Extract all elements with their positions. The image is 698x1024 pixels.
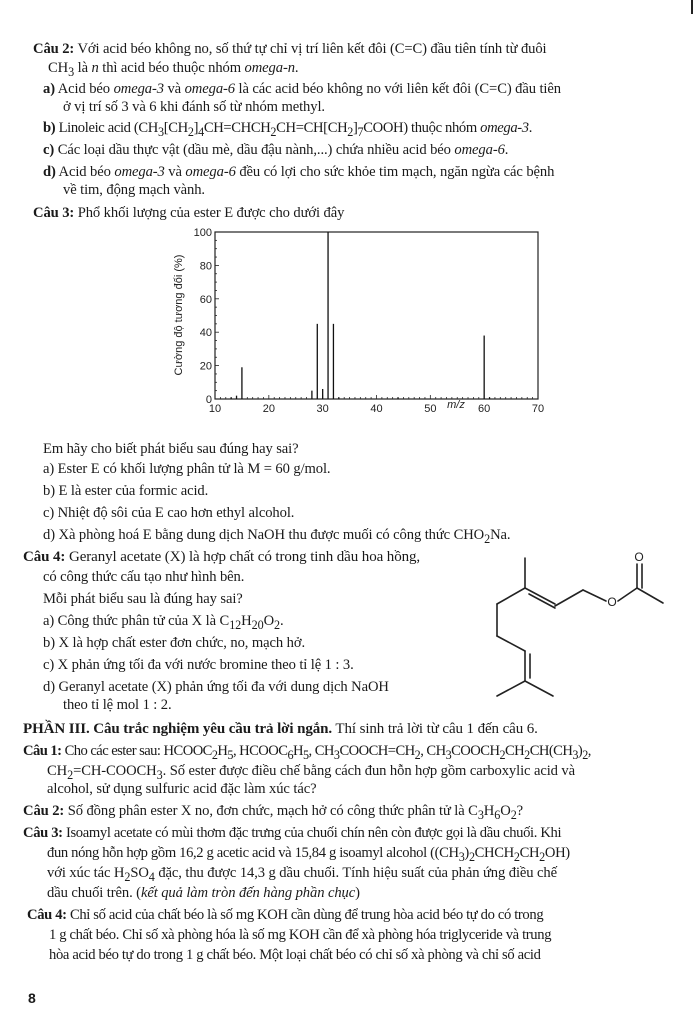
q4-stem-line2: có công thức cấu tạo như hình bên. [43, 569, 245, 585]
x-tick-label: 60 [478, 403, 491, 412]
y-tick-label: 40 [199, 327, 212, 340]
q3-option-c: c) Nhiệt độ sôi của E cao hơn ethyl alcohol. [43, 505, 295, 521]
q4-option-d-cont: theo tỉ lệ mol 1 : 2. [63, 697, 172, 713]
p3q4-line3: hòa acid béo tự do trong 1 g chất béo. Một loại chất béo có chỉ số xà phòng và chỉ số acid [49, 947, 541, 963]
p3q2: Câu 2: Số đồng phân ester X no, đơn chức, mạch hở có công thức phân tử là $C_3H_6O_2$? [23, 803, 524, 822]
q4-option-c: c) X phản ứng tối đa với nước bromine theo tỉ lệ 1 : 3. [43, 657, 354, 673]
y-axis-label: Cường độ tương đối (%) [173, 254, 185, 376]
p3q3-line3: với xúc tác $H_2SO_4$ đặc, thu được 14,3 g dầu chuối. Tính hiệu suất của phản ứng điều chế [47, 865, 557, 884]
q4-option-d: d) Geranyl acetate (X) phản ứng tối đa với dung dịch NaOH [43, 679, 389, 695]
x-tick-label: 50 [424, 403, 437, 412]
ester-oxygen-label: O [607, 595, 617, 609]
page-number: 8 [28, 990, 36, 1006]
y-tick-label: 0 [205, 394, 212, 406]
geranyl-acetate-structure [485, 548, 675, 698]
q4-prompt: Mỗi phát biểu sau là đúng hay sai? [43, 591, 243, 607]
q3-option-a: a) Ester E có khối lượng phân tử là M = 60 g/mol. [43, 461, 331, 477]
p3q3-line2: đun nóng hỗn hợp gồm 16,2 g acetic acid và 15,84 g isoamyl alcohol $((CH_3)_2CHCH_2CH_2OH)$ [47, 845, 570, 864]
q4-stem-line1: Câu 4: Geranyl acetate (X) là hợp chất có trong tinh dầu hoa hồng, [23, 549, 421, 565]
y-tick-label: 80 [199, 260, 212, 273]
x-tick-label: 30 [316, 403, 329, 412]
plot-frame [215, 232, 538, 399]
q2-option-d-cont: về tim, động mạch vành. [63, 182, 205, 198]
q3-prompt: Em hãy cho biết phát biểu sau đúng hay sai? [43, 441, 299, 457]
q3-option-b: b) E là ester của formic acid. [43, 483, 209, 499]
page-edge-mark [691, 0, 693, 14]
plot-area [215, 232, 538, 399]
q2-option-c: c) Các loại dầu thực vật (dầu mè, dầu đậu nành,...) chứa nhiều acid béo omega-6. [43, 142, 509, 158]
y-tick-label: 60 [199, 293, 212, 306]
p3q1-line1: Câu 1: Cho các ester sau: $HCOOC_2H_5$, $HCOOC_6H_5$, $CH_3COOCH=CH_2$, $CH_3COOCH_2CH_2CH(CH_3)_2$, [23, 743, 591, 762]
x-tick-label: 70 [531, 403, 545, 412]
q3-option-d: d) Xà phòng hoá E bằng dung dịch NaOH thu được muối có công thức $CHO_2Na$. [43, 527, 511, 546]
x-tick-label: 10 [208, 403, 222, 412]
p3q3-line1: Câu 3: Isoamyl acetate có mùi thơm đặc trưng của chuối chín nên còn được gọi là dầu chuối. Khi [23, 825, 562, 841]
carbonyl-oxygen-label: O [634, 550, 644, 564]
p3q4-line2: 1 g chất béo. Chỉ số xà phòng hóa là số mg KOH cần để xà phòng hóa triglyceride và trung [49, 927, 552, 943]
p3q4-line1: Câu 4: Chỉ số acid của chất béo là số mg KOH cần dùng để trung hòa acid béo tự do có trong [27, 907, 544, 923]
q2-option-a-cont: ở vị trí số 3 và 6 khi đánh số từ nhóm methyl. [63, 99, 325, 115]
p3q3-line4: dầu chuối trên. (kết quả làm tròn đến hàng phần chục) [47, 885, 360, 901]
mass-spectrum-chart [160, 222, 560, 412]
q2-option-d: d) Acid béo omega-3 và omega-6 đều có lợi cho sức khỏe tim mạch, ngăn ngừa các bệnh [43, 164, 555, 180]
part3-heading: PHẦN III. Câu trắc nghiệm yêu cầu trả lời ngắn. Thí sinh trả lời từ câu 1 đến câu 6. [23, 721, 538, 737]
q2-option-a: a) Acid béo omega-3 và omega-6 là các acid béo không no với liên kết đôi (C=C) đầu tiên [43, 81, 561, 97]
p3q1-line2: $CH_2=CH-COOCH_3$. Số ester được điều chế bằng cách đun hỗn hợp gồm carboxylic acid và [47, 763, 575, 782]
y-tick-label: 20 [199, 360, 212, 373]
x-axis-label: m/z [447, 399, 465, 411]
q4-option-b: b) X là hợp chất ester đơn chức, no, mạch hở. [43, 635, 306, 651]
p3q1-line3: alcohol, sử dụng sulfuric acid đặc làm xúc tác? [47, 781, 317, 797]
q2-stem-line1: Câu 2: Với acid béo không no, số thứ tự chỉ vị trí liên kết đôi (C=C) đầu tiên tính từ đuôi [33, 41, 547, 57]
y-tick-label: 100 [193, 227, 212, 239]
q2-option-b: b) Linoleic acid $(CH_3[CH_2]_4CH=CHCH_2CH=CH[CH_2]_7COOH)$ thuộc nhóm omega-3. [43, 120, 533, 139]
x-tick-label: 40 [370, 403, 383, 412]
x-tick-label: 20 [262, 403, 275, 412]
q2-stem-line2: $CH_3$ là n thì acid béo thuộc nhóm omega-n. [48, 60, 299, 79]
q4-option-a: a) Công thức phân tử của X là $C_{12}H_{20}O_2$. [43, 613, 284, 632]
q3-stem: Câu 3: Phổ khối lượng của ester E được cho dưới đây [33, 205, 345, 221]
